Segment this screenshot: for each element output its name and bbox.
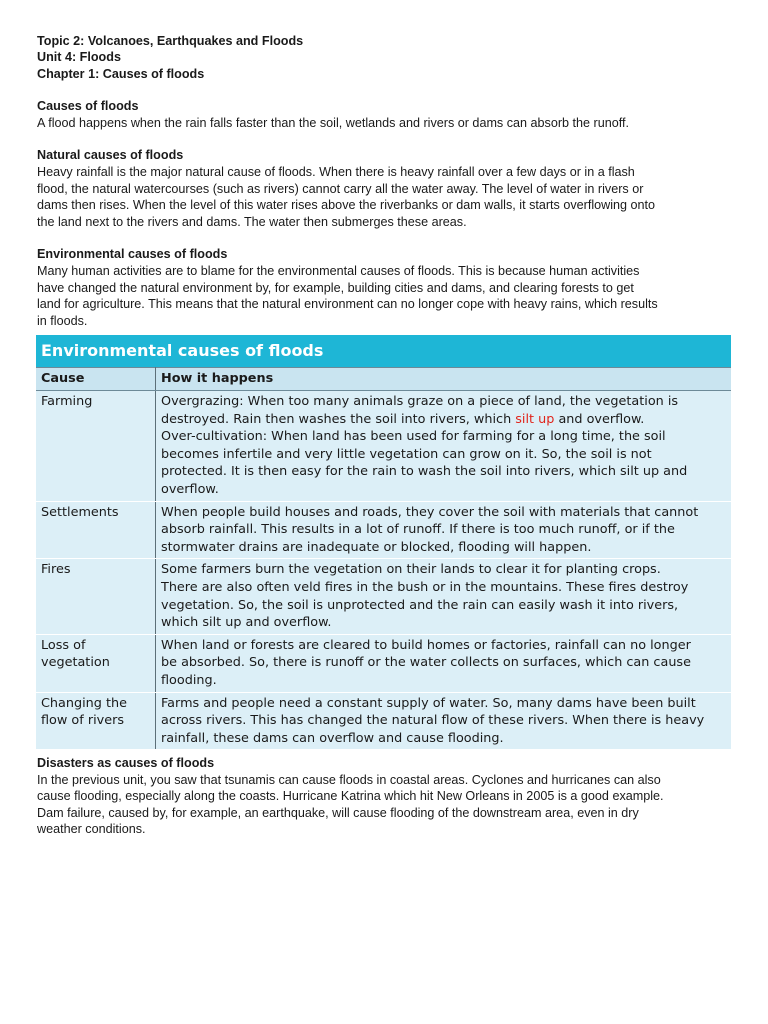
- table-header-row: [36, 368, 731, 391]
- how-line: When people build houses and roads, they cover the soil with materials that cannot: [161, 504, 699, 520]
- cause-cell: [36, 634, 156, 692]
- section-heading: Disasters as causes of floods: [37, 756, 215, 770]
- how-line: stormwater drains are inadequate or blocked, flooding will happen.: [161, 539, 592, 555]
- cause-text: vegetation: [41, 655, 110, 671]
- how-line: Overgrazing: When too many animals graze on a piece of land, the vegetation is: [161, 394, 679, 409]
- causes-table: [36, 335, 731, 750]
- how-line: Farms and people need a constant supply of water. So, many dams have been built: [161, 695, 696, 711]
- how-line: [161, 411, 727, 429]
- paragraph-line: Dam failure, caused by, for example, an earthquake, will cause flooding of the downstream area, even in dry: [37, 805, 639, 820]
- how-line: protected. It is then easy for the rain to wash the soil into rivers, which silt up and: [161, 464, 688, 480]
- how-line: overflow.: [161, 481, 219, 497]
- how-cell: [156, 501, 732, 559]
- table-row: [36, 391, 731, 502]
- table-row: [36, 634, 731, 692]
- chapter-title: Chapter 1: Causes of floods: [37, 66, 205, 81]
- how-line: Over-cultivation: When land has been used for farming for a long time, the soil: [161, 429, 666, 445]
- how-line: rainfall, these dams can overflow and cause flooding.: [161, 730, 504, 746]
- section-disasters: [37, 755, 733, 838]
- cause-text: Fires: [41, 562, 71, 578]
- how-cell: [156, 692, 732, 750]
- section-heading: Environmental causes of floods: [37, 247, 228, 262]
- paragraph-line: Heavy rainfall is the major natural cause of floods. When there is heavy rainfall over a few days or in a flash: [37, 165, 635, 179]
- how-line: which silt up and overflow.: [161, 615, 332, 631]
- paragraph-line: in floods.: [37, 313, 88, 328]
- topic-title: Topic 2: Volcanoes, Earthquakes and Floods: [37, 34, 304, 48]
- paragraph-line: weather conditions.: [37, 822, 146, 837]
- table-row: [36, 501, 731, 559]
- how-cell: [156, 559, 732, 634]
- paragraph-line: have changed the natural environment by, for example, building cities and dams, and clearing forests to get: [37, 280, 634, 295]
- unit-title: Unit 4: Floods: [37, 50, 121, 65]
- how-cell: [156, 391, 732, 502]
- section-natural: [37, 147, 733, 230]
- how-line: There are also often veld fires in the bush or in the mountains. These fires destroy: [161, 579, 689, 595]
- section-heading: Natural causes of floods: [37, 148, 184, 163]
- table-row: [36, 559, 731, 634]
- paragraph-line: the land next to the rivers and dams. The water then submerges these areas.: [37, 214, 467, 229]
- causes-table-grid: [36, 367, 731, 750]
- cause-cell: [36, 692, 156, 750]
- how-cell: [156, 634, 732, 692]
- paragraph-line: A flood happens when the rain falls faster than the soil, wetlands and rivers or dams can absorb the runoff.: [37, 115, 630, 130]
- section-environmental: [37, 246, 733, 329]
- cause-cell: [36, 391, 156, 502]
- cause-cell: [36, 501, 156, 559]
- paragraph-line: dams then rises. When the level of this water rises above the riverbanks or dam walls, it starts overflowing onto: [37, 198, 656, 213]
- cause-cell: [36, 559, 156, 634]
- cause-text: Loss of: [41, 637, 86, 653]
- paragraph-line: cause flooding, especially along the coasts. Hurricane Katrina which hit New Orleans in 2005 is a good example.: [37, 789, 664, 804]
- table-row: [36, 692, 731, 750]
- cause-text: Settlements: [41, 504, 119, 520]
- how-line: Some farmers burn the vegetation on their lands to clear it for planting crops.: [161, 562, 661, 578]
- document-body: [37, 33, 733, 345]
- how-text: and overflow.: [554, 411, 645, 427]
- how-text: destroyed. Rain then washes the soil into rivers, which: [161, 411, 516, 427]
- column-header-cause: Cause: [36, 368, 156, 391]
- cause-text: flow of rivers: [41, 713, 125, 729]
- how-line: across rivers. This has changed the natural flow of these rivers. When there is heavy: [161, 713, 705, 729]
- paragraph-line: Many human activities are to blame for the environmental causes of floods. This is because human activities: [37, 263, 640, 278]
- section-causes: [37, 98, 733, 131]
- how-line: becomes infertile and very little vegetation can grow on it. So, the soil is not: [161, 446, 652, 462]
- how-line: be absorbed. So, there is runoff or the water collects on surfaces, which can cause: [161, 655, 691, 671]
- how-line: When land or forests are cleared to build homes or factories, rainfall can no longer: [161, 637, 691, 653]
- section-heading: Causes of floods: [37, 99, 139, 114]
- table-title: Environmental causes of floods: [36, 335, 731, 367]
- how-line: vegetation. So, the soil is unprotected and the rain can easily wash it into rivers,: [161, 597, 679, 613]
- paragraph-line: In the previous unit, you saw that tsunamis can cause floods in coastal areas. Cyclones and hurricanes can also: [37, 772, 661, 787]
- column-header-how: How it happens: [156, 368, 732, 391]
- silt-up-highlight: silt up: [515, 411, 555, 427]
- how-line: absorb rainfall. This results in a lot of runoff. If there is too much runoff, or if the: [161, 522, 675, 538]
- cause-text: Farming: [41, 394, 93, 409]
- document-header: [37, 33, 733, 82]
- paragraph-line: flood, the natural watercourses (such as rivers) cannot carry all the water away. The level of water in rivers or: [37, 181, 644, 196]
- how-line: flooding.: [161, 672, 217, 688]
- paragraph-line: land for agriculture. This means that the natural environment can no longer cope with heavy rains, which results: [37, 297, 658, 312]
- cause-text: Changing the: [41, 695, 127, 711]
